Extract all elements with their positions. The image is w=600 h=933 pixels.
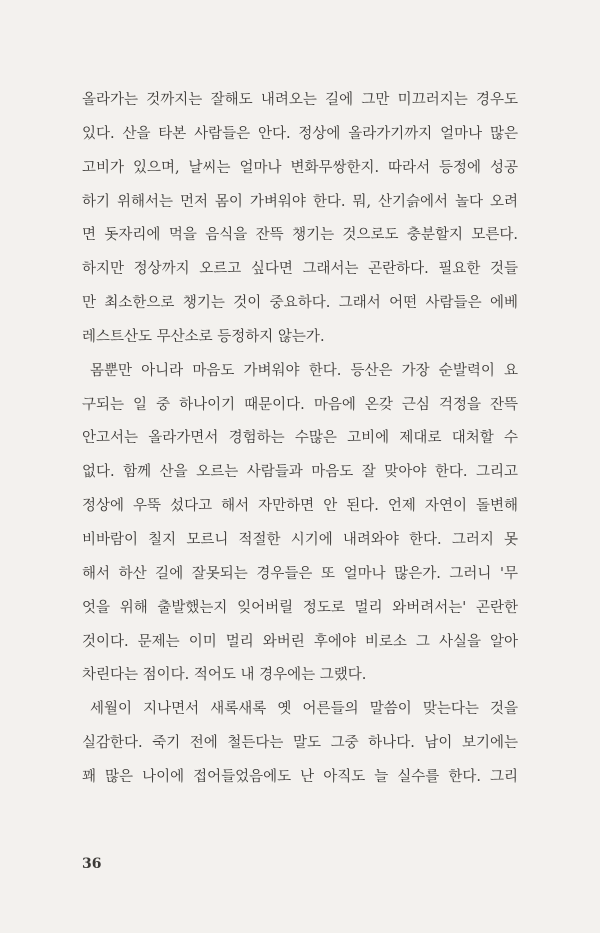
text-line: 비바람이 칠지 모르니 적절한 시기에 내려와야 한다. 그러지 못	[82, 531, 518, 548]
text-line: 실감한다. 죽기 전에 철든다는 말도 그중 하나다. 남이 보기에는	[82, 735, 518, 752]
text-line: 하기 위해서는 먼저 몸이 가벼워야 한다. 뭐, 산기슭에서 놀다 오려	[82, 193, 518, 210]
text-line: 만 최소한으로 챙기는 것이 중요하다. 그래서 어떤 사람들은 에베	[82, 295, 518, 312]
text-line: 없다. 함께 산을 오르는 사람들과 마음도 잘 맞아야 한다. 그리고	[82, 464, 518, 481]
text-line: 꽤 많은 나이에 접어들었음에도 난 아직도 늘 실수를 한다. 그리	[82, 768, 518, 785]
text-line: 몸뿐만 아니라 마음도 가벼워야 한다. 등산은 가장 순발력이 요	[90, 362, 518, 379]
text-line: 세월이 지나면서 새록새록 옛 어른들의 말씀이 맞는다는 것을	[90, 701, 518, 718]
text-line: 레스트산도 무산소로 등정하지 않는가.	[82, 328, 325, 345]
text-line: 차린다는 점이다. 적어도 내 경우에는 그랬다.	[82, 667, 367, 684]
page-number: 36	[82, 856, 102, 872]
text-line: 안고서는 올라가면서 경험하는 수많은 고비에 제대로 대처할 수	[82, 430, 518, 447]
text-line: 것이다. 문제는 이미 멀리 와버린 후에야 비로소 그 사실을 알아	[82, 633, 518, 650]
text-line: 해서 하산 길에 잘못되는 경우들은 또 얼마나 많은가. 그러니 '무	[82, 565, 518, 582]
text-line: 엇을 위해 출발했는지 잊어버릴 정도로 멀리 와버려서는' 곤란한	[82, 599, 518, 616]
text-line: 올라가는 것까지는 잘해도 내려오는 길에 그만 미끄러지는 경우도	[82, 92, 518, 108]
text-line: 있다. 산을 타본 사람들은 안다. 정상에 올라가기까지 얼마나 많은	[82, 125, 518, 142]
body-text	[82, 84, 518, 795]
text-line: 구되는 일 중 하나이기 때문이다. 마음에 온갖 근심 걱정을 잔뜩	[82, 396, 518, 413]
text-line: 고비가 있으며, 날씨는 얼마나 변화무쌍한지. 따라서 등정에 성공	[82, 159, 518, 176]
text-line: 하지만 정상까지 오르고 싶다면 그래서는 곤란하다. 필요한 것들	[82, 261, 518, 278]
text-line: 정상에 우뚝 섰다고 해서 자만하면 안 된다. 언제 자연이 돌변해	[82, 498, 518, 515]
text-line: 면 돗자리에 먹을 음식을 잔뜩 챙기는 것으로도 충분할지 모른다.	[82, 227, 518, 244]
